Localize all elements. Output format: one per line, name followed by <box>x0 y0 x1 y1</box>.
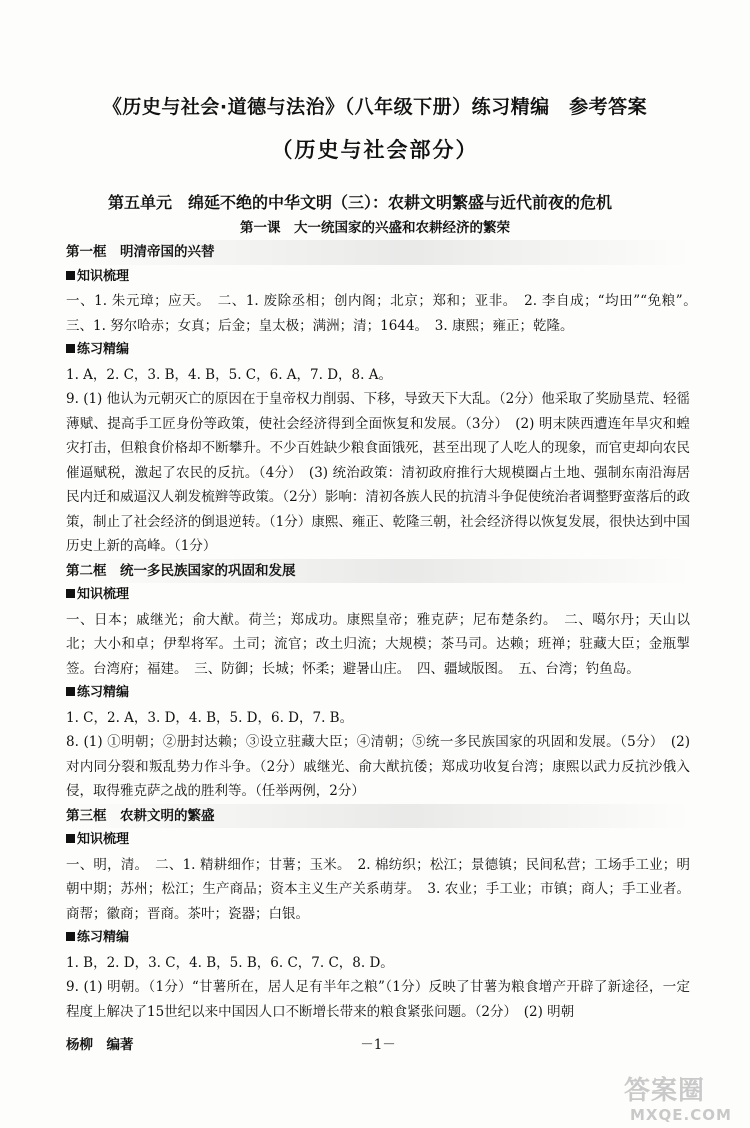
block-label: 知识梳理 <box>66 265 690 290</box>
answer-paragraph: 一、1. 朱元璋；应天。 二、1. 废除丞相；创内阁；北京；郑和；亚非。 2. 李自成；“均田”“免粮”。 三、1. 努尔哈赤；女真；后金；皇太极；满洲；清；1644。 3. 康熙；雍正；乾隆。 <box>66 293 704 334</box>
answer-paragraph: 8. (1) ①明朝；②册封达赖；③设立驻藏大臣；④清朝；⑤统一多民族国家的巩固和发展。（5分） (2) 对内同分裂和叛乱势力作斗争。（2分）戚继光、俞大猷抗倭；郑成功收复台湾；康熙以武力反抗沙俄入侵，取得雅克萨之战的胜利等。（任举两例，2分） <box>66 734 690 799</box>
block-label: 知识梳理 <box>66 583 690 608</box>
answer-paragraph: 一、明，清。 二、1. 精耕细作；甘薯；玉米。 2. 棉纺织；松江；景德镇；民间私营；工场手工业；明朝中期；苏州；松江；生产商品；资本主义生产关系萌芽。 3. 农业；手工业；市镇；商人；手工业者。商帮；徽商；晋商。茶叶；瓷器；白银。 <box>66 856 690 922</box>
section-heading: 第三框 农耕文明的繁盛 <box>66 804 690 829</box>
answer-content <box>66 240 704 1024</box>
answer-paragraph: 9. (1) 明朝。（1分）“甘薯所在，居人足有半年之粮”（1分）反映了甘薯为粮食增产开辟了新途径，一定程度上解决了15世纪以来中国因人口不断增长带来的粮食紧张问题。（2分） (2) 明朝 <box>66 979 690 1020</box>
block-label: 练习精编 <box>66 338 690 363</box>
answer-paragraph: 一、日本；戚继光；俞大猷。荷兰；郑成功。康熙皇帝；雅克萨；尼布楚条约。 二、噶尔丹；天山以北；大小和卓；伊犁将军。土司；流官；改土归流；大规模；茶马司。达赖；班禅；驻藏大臣；金瓶掣签。台湾府；福建。 三、防御；长城；怀柔；避暑山庄。 四、疆域版图。 五、台湾；钓鱼岛。 <box>66 611 690 677</box>
page-number: －1－ <box>360 1037 396 1053</box>
watermark-url: MXQE.COM <box>630 1106 732 1124</box>
block-label: 知识梳理 <box>66 828 690 853</box>
answer-paragraph: 1. A，2. C，3. B，4. B，5. C，6. A，7. D，8. A。 <box>66 366 392 383</box>
lesson-heading: 第一课 大一统国家的兴盛和农耕经济的繁荣 <box>240 220 510 236</box>
document-title: 《历史与社会·道德与法治》（八年级下册）练习精编 参考答案 <box>102 96 648 118</box>
block-label: 练习精编 <box>66 681 690 706</box>
unit-heading: 第五单元 绵延不绝的中华文明（三）：农耕文明繁盛与近代前夜的危机 <box>108 193 613 212</box>
watermark-text: 答案圈 <box>624 1076 706 1106</box>
section-heading: 第一框 明清帝国的兴替 <box>66 240 690 265</box>
answer-paragraph: 1. C，2. A，3. D，4. B，5. D，6. D，7. B。 <box>66 709 354 726</box>
document-subtitle: （历史与社会部分） <box>271 138 479 162</box>
author-credit: 杨柳 编著 <box>66 1037 134 1053</box>
block-label: 练习精编 <box>66 926 690 951</box>
answer-paragraph: 1. B，2. D，3. C，4. B，5. B，6. C，7. C，8. D。 <box>66 954 394 971</box>
watermark-logo <box>620 1070 750 1128</box>
section-heading: 第二框 统一多民族国家的巩固和发展 <box>66 559 690 584</box>
answer-paragraph: 9. (1) 他认为元朝灭亡的原因在于皇帝权力削弱、下移，导致天下大乱。（2分）他采取了奖励垦荒、轻徭薄赋、提高手工匠身份等政策，使社会经济得到全面恢复和发展。（3分） (2) 明末陕西遭连年旱灾和蝗灾打击，但粮食价格却不断攀升。不少百姓缺少粮食面饿死，甚至出现了人吃人的现象，而官吏却向农民催逼赋税，激起了农民的反抗。（4分） (3) 统治政策：清初政府推行大规模圈占土地、强制东南沿海居民内迁和威逼汉人剃发梳辫等政策。（2分）影响：清初各族人民的抗清斗争促使统治者调整野蛮落后的政策，制止了社会经济的倒退逆转。（1分）康熙、雍正、乾隆三朝，社会经济得以恢复发展，很快达到中国历史上新的高峰。（1分） <box>66 391 690 554</box>
